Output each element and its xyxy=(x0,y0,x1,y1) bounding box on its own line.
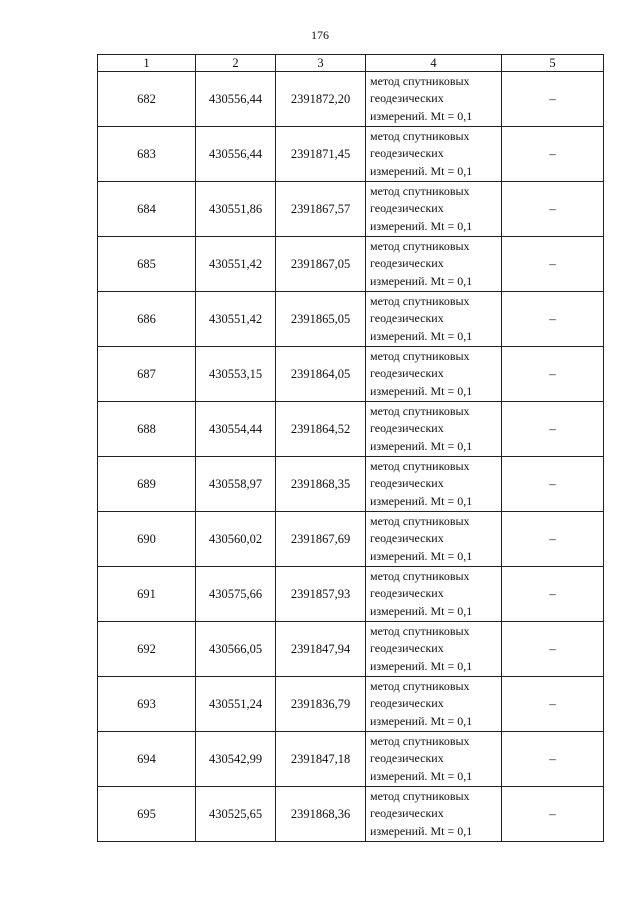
point-number: 695 xyxy=(98,787,196,842)
method-cell xyxy=(366,787,502,842)
col5-dash: – xyxy=(502,732,604,787)
method-line: геодезических xyxy=(370,256,444,271)
method-line: геодезических xyxy=(370,476,444,491)
method-cell xyxy=(366,622,502,677)
method-line: метод спутниковых xyxy=(370,128,470,143)
coordinate-y: 2391864,05 xyxy=(276,347,366,402)
coordinate-y: 2391872,20 xyxy=(276,72,366,127)
method-cell xyxy=(366,567,502,622)
method-line: измерений. Mt = 0,1 xyxy=(370,493,473,508)
method-line: геодезических xyxy=(370,146,444,161)
col5-dash: – xyxy=(502,622,604,677)
method-line: геодезических xyxy=(370,696,444,711)
method-line: метод спутниковых xyxy=(370,623,470,638)
point-number: 689 xyxy=(98,457,196,512)
table-row xyxy=(98,292,604,347)
coordinate-y: 2391867,05 xyxy=(276,237,366,292)
coordinate-x: 430525,65 xyxy=(196,787,276,842)
coordinate-y: 2391847,94 xyxy=(276,622,366,677)
table-row xyxy=(98,567,604,622)
table-row xyxy=(98,237,604,292)
method-line: геодезических xyxy=(370,366,444,381)
method-cell xyxy=(366,732,502,787)
header-col-3: 3 xyxy=(276,55,366,72)
col5-dash: – xyxy=(502,402,604,457)
method-cell xyxy=(366,677,502,732)
table-row xyxy=(98,787,604,842)
col5-dash: – xyxy=(502,677,604,732)
method-line: измерений. Mt = 0,1 xyxy=(370,438,473,453)
coordinate-x: 430551,86 xyxy=(196,182,276,237)
col5-dash: – xyxy=(502,457,604,512)
table-row xyxy=(98,677,604,732)
point-number: 694 xyxy=(98,732,196,787)
header-col-4: 4 xyxy=(366,55,502,72)
method-line: метод спутниковых xyxy=(370,733,470,748)
header-row xyxy=(98,55,604,72)
method-line: геодезических xyxy=(370,806,444,821)
method-line: метод спутниковых xyxy=(370,183,470,198)
col5-dash: – xyxy=(502,512,604,567)
coordinate-y: 2391836,79 xyxy=(276,677,366,732)
coordinate-y: 2391864,52 xyxy=(276,402,366,457)
method-line: метод спутниковых xyxy=(370,238,470,253)
method-line: метод спутниковых xyxy=(370,568,470,583)
method-line: геодезических xyxy=(370,641,444,656)
col5-dash: – xyxy=(502,72,604,127)
header-col-2: 2 xyxy=(196,55,276,72)
method-line: измерений. Mt = 0,1 xyxy=(370,603,473,618)
coordinate-x: 430556,44 xyxy=(196,72,276,127)
method-cell xyxy=(366,402,502,457)
table-row xyxy=(98,622,604,677)
table-row xyxy=(98,732,604,787)
method-line: измерений. Mt = 0,1 xyxy=(370,383,473,398)
coordinate-x: 430558,97 xyxy=(196,457,276,512)
col5-dash: – xyxy=(502,787,604,842)
coordinate-y: 2391868,35 xyxy=(276,457,366,512)
coordinate-y: 2391857,93 xyxy=(276,567,366,622)
point-number: 691 xyxy=(98,567,196,622)
coordinate-y: 2391868,36 xyxy=(276,787,366,842)
point-number: 688 xyxy=(98,402,196,457)
coordinate-x: 430551,42 xyxy=(196,237,276,292)
table-row xyxy=(98,347,604,402)
table-row xyxy=(98,72,604,127)
method-line: метод спутниковых xyxy=(370,513,470,528)
col5-dash: – xyxy=(502,292,604,347)
method-line: измерений. Mt = 0,1 xyxy=(370,768,473,783)
method-line: геодезических xyxy=(370,421,444,436)
method-cell xyxy=(366,512,502,567)
point-number: 687 xyxy=(98,347,196,402)
method-line: метод спутниковых xyxy=(370,73,470,88)
method-line: геодезических xyxy=(370,311,444,326)
coordinate-x: 430553,15 xyxy=(196,347,276,402)
method-line: измерений. Mt = 0,1 xyxy=(370,328,473,343)
coordinate-y: 2391867,57 xyxy=(276,182,366,237)
coordinate-x: 430542,99 xyxy=(196,732,276,787)
table-row xyxy=(98,512,604,567)
method-line: геодезических xyxy=(370,91,444,106)
method-cell xyxy=(366,457,502,512)
table-row xyxy=(98,182,604,237)
method-line: метод спутниковых xyxy=(370,458,470,473)
method-cell xyxy=(366,72,502,127)
coordinate-x: 430566,05 xyxy=(196,622,276,677)
method-cell xyxy=(366,292,502,347)
coordinate-x: 430560,02 xyxy=(196,512,276,567)
coordinate-x: 430575,66 xyxy=(196,567,276,622)
coordinate-y: 2391871,45 xyxy=(276,127,366,182)
method-line: метод спутниковых xyxy=(370,788,470,803)
col5-dash: – xyxy=(502,347,604,402)
method-line: измерений. Mt = 0,1 xyxy=(370,163,473,178)
coordinate-x: 430551,24 xyxy=(196,677,276,732)
col5-dash: – xyxy=(502,127,604,182)
method-cell xyxy=(366,182,502,237)
col5-dash: – xyxy=(502,567,604,622)
method-line: измерений. Mt = 0,1 xyxy=(370,273,473,288)
table-row xyxy=(98,127,604,182)
coordinates-table xyxy=(97,54,604,842)
col5-dash: – xyxy=(502,182,604,237)
coordinate-y: 2391847,18 xyxy=(276,732,366,787)
coordinate-x: 430556,44 xyxy=(196,127,276,182)
page-number: 176 xyxy=(311,28,329,42)
header-col-1: 1 xyxy=(98,55,196,72)
point-number: 685 xyxy=(98,237,196,292)
point-number: 682 xyxy=(98,72,196,127)
method-line: геодезических xyxy=(370,201,444,216)
point-number: 692 xyxy=(98,622,196,677)
point-number: 690 xyxy=(98,512,196,567)
method-cell xyxy=(366,347,502,402)
method-line: метод спутниковых xyxy=(370,403,470,418)
point-number: 686 xyxy=(98,292,196,347)
point-number: 693 xyxy=(98,677,196,732)
method-line: геодезических xyxy=(370,586,444,601)
method-line: метод спутниковых xyxy=(370,293,470,308)
method-line: измерений. Mt = 0,1 xyxy=(370,823,473,838)
method-line: геодезических xyxy=(370,531,444,546)
method-cell xyxy=(366,237,502,292)
method-line: метод спутниковых xyxy=(370,348,470,363)
point-number: 684 xyxy=(98,182,196,237)
point-number: 683 xyxy=(98,127,196,182)
header-col-5: 5 xyxy=(502,55,604,72)
table-row xyxy=(98,457,604,512)
method-line: измерений. Mt = 0,1 xyxy=(370,658,473,673)
coordinate-x: 430554,44 xyxy=(196,402,276,457)
method-line: метод спутниковых xyxy=(370,678,470,693)
coordinate-y: 2391865,05 xyxy=(276,292,366,347)
method-line: измерений. Mt = 0,1 xyxy=(370,713,473,728)
coordinate-x: 430551,42 xyxy=(196,292,276,347)
table-row xyxy=(98,402,604,457)
method-line: измерений. Mt = 0,1 xyxy=(370,548,473,563)
method-line: измерений. Mt = 0,1 xyxy=(370,108,473,123)
coordinate-y: 2391867,69 xyxy=(276,512,366,567)
method-line: измерений. Mt = 0,1 xyxy=(370,218,473,233)
col5-dash: – xyxy=(502,237,604,292)
method-cell xyxy=(366,127,502,182)
method-line: геодезических xyxy=(370,751,444,766)
